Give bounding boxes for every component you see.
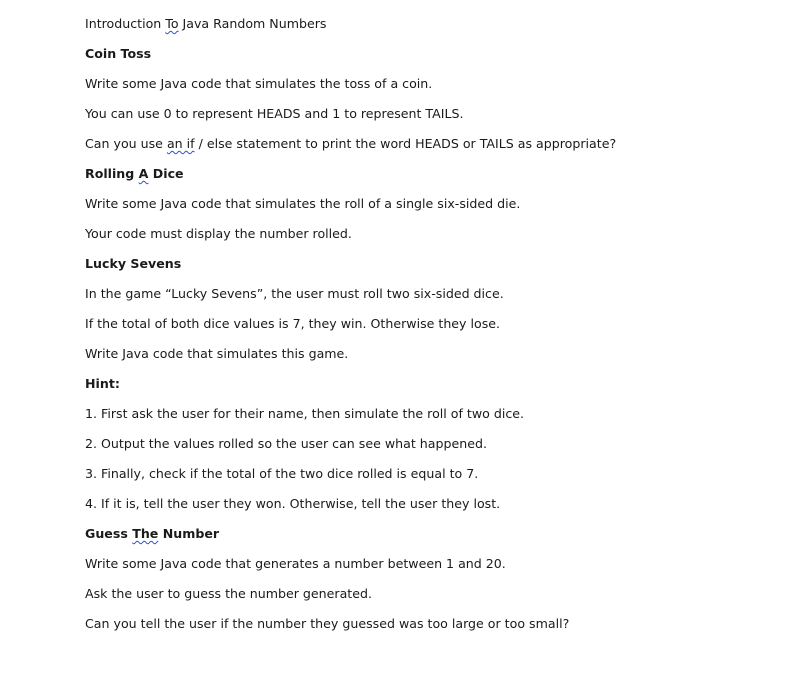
list-item: 3. Finally, check if the total of the two dice rolled is equal to 7. (85, 466, 479, 481)
document-title: Introduction To Java Random Numbers (85, 16, 327, 31)
paragraph: Your code must display the number rolled. (85, 226, 352, 241)
list-item: 1. First ask the user for their name, then simulate the roll of two dice. (85, 406, 525, 421)
heading-guess-the-number: Guess The Number (85, 526, 220, 541)
heading-rolling-a-dice: Rolling A Dice (85, 166, 184, 181)
paragraph: Can you tell the user if the number they guessed was too large or too small? (85, 616, 570, 631)
paragraph: If the total of both dice values is 7, they win. Otherwise they lose. (85, 316, 501, 331)
spellcheck-flag[interactable]: A (138, 166, 149, 181)
paragraph: Can you use an if / else statement to print the word HEADS or TAILS as appropriate? (85, 136, 617, 151)
paragraph: In the game “Lucky Sevens”, the user must roll two six-sided dice. (85, 286, 504, 301)
spellcheck-flag[interactable]: The (132, 526, 159, 541)
paragraph: Ask the user to guess the number generated. (85, 586, 372, 601)
spellcheck-flag[interactable]: To (165, 16, 179, 31)
spellcheck-flag[interactable]: an if (166, 136, 195, 151)
document-body (85, 15, 775, 645)
paragraph: You can use 0 to represent HEADS and 1 to represent TAILS. (85, 106, 464, 121)
paragraph: Write Java code that simulates this game. (85, 346, 349, 361)
paragraph: Write some Java code that simulates the roll of a single six-sided die. (85, 196, 521, 211)
heading-lucky-sevens: Lucky Sevens (85, 256, 182, 271)
heading-coin-toss: Coin Toss (85, 46, 152, 61)
hint-heading: Hint: (85, 376, 120, 391)
paragraph: Write some Java code that simulates the toss of a coin. (85, 76, 433, 91)
list-item: 2. Output the values rolled so the user can see what happened. (85, 436, 487, 451)
paragraph: Write some Java code that generates a number between 1 and 20. (85, 556, 506, 571)
list-item: 4. If it is, tell the user they won. Otherwise, tell the user they lost. (85, 496, 501, 511)
